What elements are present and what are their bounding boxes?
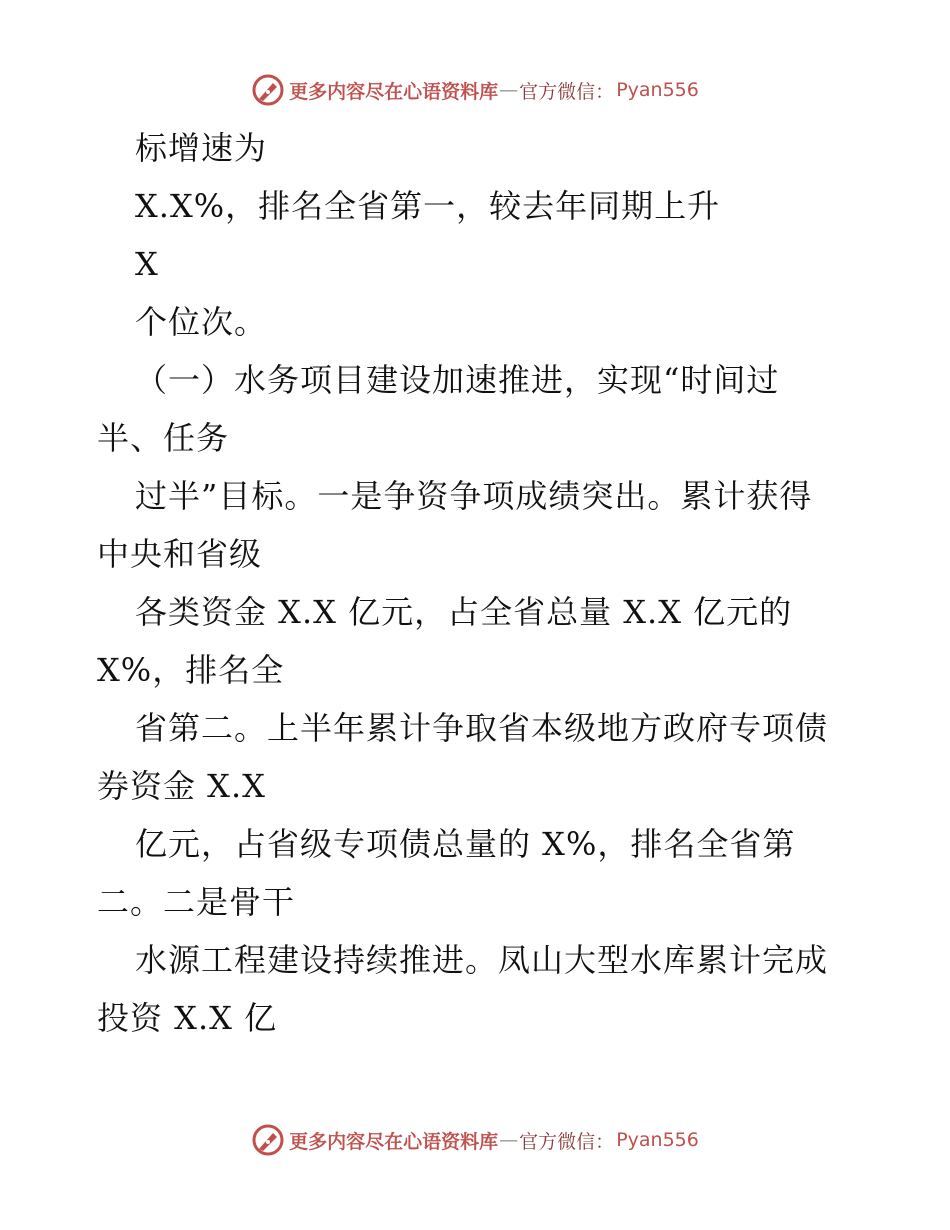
text-line: 二。二是骨干 — [97, 883, 296, 921]
header-watermark — [0, 72, 950, 108]
text-line: 个位次。 — [135, 303, 268, 341]
watermark-wechat-label: 官方微信： — [519, 80, 615, 103]
text-line: X — [135, 245, 159, 283]
text-line: X%，排名全 — [97, 651, 285, 689]
text-line: 省第二。上半年累计争取省本级地方政府专项债 — [135, 709, 829, 747]
text-line: X.X%，排名全省第一，较去年同期上升 — [135, 187, 721, 225]
pen-nib-circle-icon — [251, 73, 285, 107]
watermark-wechat-id: Pyan556 — [616, 79, 699, 101]
watermark-dash: — — [499, 79, 519, 101]
watermark-main-text: 更多内容尽在心语资料库 — [289, 1130, 499, 1153]
text-line: 券资金 X.X — [97, 767, 266, 805]
text-line: （一）水务项目建设加速推进，实现“时间过 — [135, 361, 780, 399]
text-line: 半、任务 — [97, 419, 230, 457]
watermark-wechat-id: Pyan556 — [616, 1129, 699, 1151]
text-line: 水源工程建设持续推进。凤山大型水库累计完成 — [135, 941, 829, 979]
pen-nib-circle-icon — [251, 1123, 285, 1157]
text-line: 亿元，占省级专项债总量的 X%，排名全省第 — [135, 825, 796, 863]
watermark-main-text: 更多内容尽在心语资料库 — [289, 80, 499, 103]
text-line: 各类资金 X.X 亿元，占全省总量 X.X 亿元的 — [135, 593, 793, 631]
watermark-dash: — — [499, 1129, 519, 1151]
text-line: 标增速为 — [135, 129, 268, 167]
text-line: 中央和省级 — [97, 535, 263, 573]
text-line: 投资 X.X 亿 — [97, 999, 278, 1037]
text-line: 过半”目标。一是争资争项成绩突出。累计获得 — [135, 477, 813, 515]
footer-watermark — [0, 1122, 950, 1158]
watermark-wechat-label: 官方微信： — [519, 1130, 615, 1153]
